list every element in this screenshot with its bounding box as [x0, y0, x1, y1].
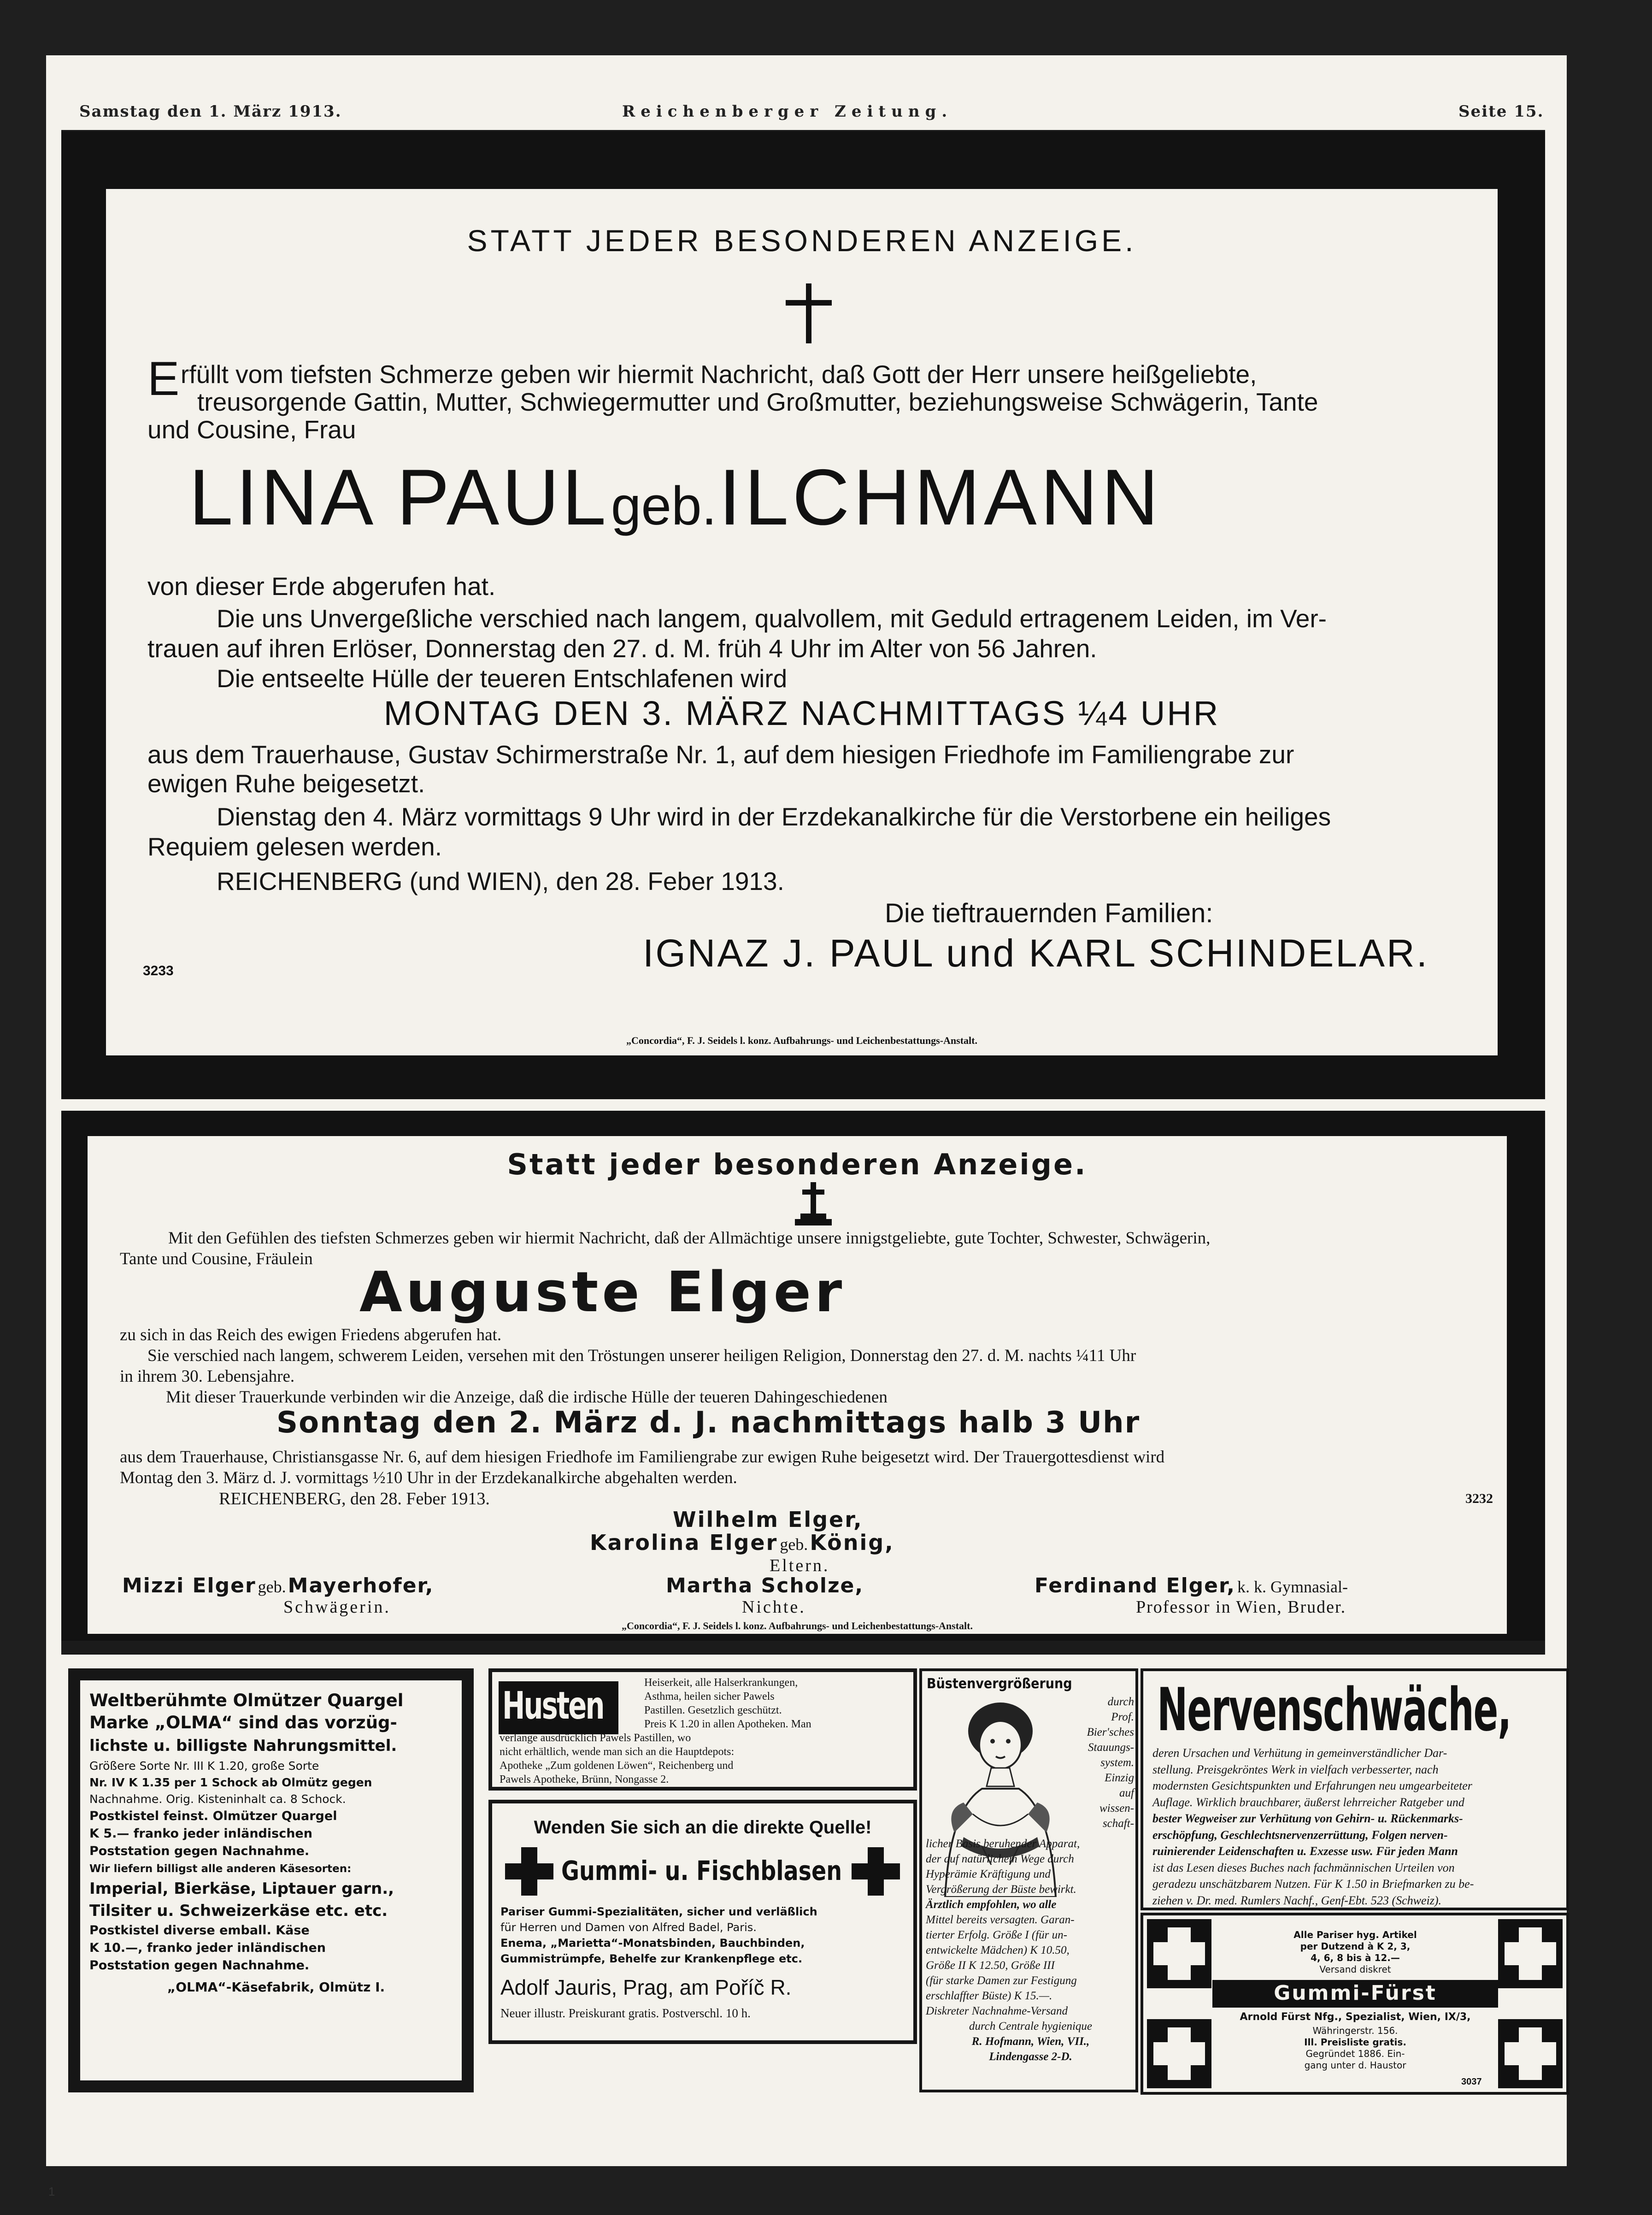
cross-box-bottom-right	[1498, 2019, 1563, 2088]
name-first: LINA PAUL	[189, 453, 609, 542]
name-maiden: ILCHMANN	[718, 453, 1163, 542]
ad-olma-line-3: lichste u. billigste Nahrungsmittel.	[89, 1737, 397, 1755]
cross-box-bottom-left	[1147, 2019, 1211, 2088]
ad-olma-line-15: Poststation gegen Nachnahme.	[89, 1958, 310, 1973]
notice-1-paragraph-1: von dieser Erde abgerufen hat.	[147, 572, 496, 601]
ad-olma-line-7: Postkistel feinst. Olmützer Quargel	[89, 1809, 337, 1823]
ad-nervenschwaeche	[1141, 1668, 1569, 1910]
ad-gummi-fischblasen	[488, 1800, 917, 2044]
notice-1-heading: STATT JEDER BESONDEREN ANZEIGE.	[467, 224, 1137, 258]
ad-fuerst-l9: gang unter d. Haustor	[1304, 2060, 1406, 2071]
ads-top-rule	[61, 1641, 1545, 1654]
ad-gummi-line-1: Wenden Sie sich an die direkte Quelle!	[534, 1817, 872, 1838]
ad-buste-b6: Mittel bereits versagten. Garan-	[926, 1914, 1075, 1926]
ad-buste-b8: entwickelte Mädchen) K 10.50,	[926, 1944, 1070, 1956]
medical-cross-icon-right	[852, 1847, 900, 1896]
ad-gummi-line-4: Enema, „Marietta“-Monatsbinden, Bauchbinden,	[500, 1937, 805, 1950]
ad-nerven-l4: Auflage. Wirklich brauchbarer, äußerst lehrreicher Ratgeber und	[1152, 1795, 1464, 1809]
ad-olma-line-14: K 10.—, franko jeder inländischen	[89, 1941, 326, 1955]
notice-1-code: 3233	[143, 963, 174, 978]
ad-olma-line-13: Postkistel diverse emball. Käse	[89, 1923, 310, 1938]
ad-gummi-line-5: Gummistrümpfe, Behelfe zur Krankenpflege etc.	[500, 1952, 803, 1965]
ad-husten-title: Husten	[502, 1684, 604, 1728]
ad-husten-body-2	[500, 1731, 914, 1786]
notice-1-deceased-name	[189, 452, 1162, 543]
sibling-3-name: Ferdinand Elger,	[1035, 1574, 1235, 1597]
parent-2-geb: geb.	[780, 1535, 808, 1554]
header-date: Samstag den 1. März 1913.	[79, 102, 342, 121]
notice-2-code: 3232	[1465, 1491, 1493, 1506]
cross-box-top-left	[1147, 1919, 1211, 1988]
ad-gummi-line-6: Adolf Jauris, Prag, am Poříč R.	[500, 1975, 792, 1999]
ad-nerven-title: Nervenschwäche,	[1157, 1676, 1511, 1744]
notice-2-sibling-3-label: Professor in Wien, Bruder.	[1136, 1597, 1346, 1617]
ad-buste-r7: auf	[1119, 1787, 1134, 1799]
parent-2-name: Karolina Elger	[590, 1530, 778, 1555]
ad-buste-r5: system.	[1100, 1756, 1134, 1769]
notice-2-funeral-date: Sonntag den 2. März d. J. nachmittags halb 3 Uhr	[276, 1406, 1141, 1440]
ad-olma-line-9: Poststation gegen Nachnahme.	[89, 1844, 310, 1858]
notice-1-paragraph-5a: Dienstag den 4. März vormittags 9 Uhr wird in der Erzdekanalkirche für die Verstorbene ein heiliges	[217, 802, 1331, 831]
ad-nerven-l9: geradezu unschätzbarem Nutzen. Für K 1.50 in Briefmarken zu be-	[1152, 1877, 1474, 1891]
notice-1-families: IGNAZ J. PAUL und KARL SCHINDELAR.	[643, 931, 1429, 975]
notice-2-sibling-1	[122, 1574, 434, 1597]
ad-buste-b2: der auf natürlichem Wege durch	[926, 1853, 1074, 1865]
ad-gummi-line-7: Neuer illustr. Preiskurant gratis. Postverschl. 10 h.	[500, 2006, 751, 2020]
ad-nerven-body	[1152, 1745, 1563, 1909]
notice-2-sibling-2-label: Nichte.	[742, 1597, 806, 1617]
ad-fuerst-l2: per Dutzend à K 2, 3,	[1300, 1941, 1411, 1952]
ad-buste-r9: schaft-	[1102, 1817, 1134, 1830]
notice-1-place-date: REICHENBERG (und WIEN), den 28. Feber 1913.	[217, 867, 784, 895]
ad-fuerst-code: 3037	[1461, 2077, 1482, 2087]
ad-husten	[488, 1668, 917, 1791]
ad-buste-right-column	[1074, 1694, 1134, 1831]
ad-nerven-l2: stellung. Preisgekröntes Werk in vielfach verbesserter, nach	[1152, 1762, 1439, 1776]
ad-nerven-l6: erschöpfung, Geschlechtsnervenzerrüttung, Folgen nerven-	[1152, 1828, 1448, 1842]
ad-buste-b1: licher Basis beruhender Apparat,	[926, 1838, 1080, 1850]
ad-husten-text-8: Pawels Apotheke, Brünn, Nongasse 2.	[500, 1773, 669, 1785]
notice-2-line-5: in ihrem 30. Lebensjahre.	[120, 1367, 295, 1386]
ad-buste-b7: tierter Erfolg. Größe I (für un-	[926, 1929, 1067, 1941]
notice-1-intro-line-3: und Cousine, Frau	[147, 415, 356, 444]
ad-buestenvergroesserung	[919, 1668, 1138, 2092]
ad-olma-line-10: Wir liefern billigst alle anderen Käsesorten:	[89, 1863, 352, 1875]
ad-buste-b15: Lindengasse 2-D.	[989, 2050, 1072, 2063]
notice-2-line-2: Tante und Cousine, Fräulein	[120, 1249, 313, 1268]
ad-olma-content	[89, 1690, 463, 2000]
notice-1-footer: „Concordia“, F. J. Seidels l. konz. Aufbahrungs- und Leichenbestattungs-Anstalt.	[626, 1035, 977, 1046]
ad-buste-r8: wissen-	[1099, 1802, 1134, 1814]
ad-nerven-l3: modernsten Gesichtspunkten und Erfahrungen neu umgearbeiteter	[1152, 1779, 1472, 1792]
notice-1-paragraph-2b: trauen auf ihren Erlöser, Donnerstag den 27. d. M. früh 4 Uhr im Alter von 56 Jahren.	[147, 634, 1097, 663]
ad-husten-text-6: nicht erhältlich, wende man sich an die Hauptdepots:	[500, 1746, 735, 1758]
grave-cross-icon	[795, 1182, 832, 1226]
notice-2-line-8: Montag den 3. März d. J. vormittags ½10 Uhr in der Erzdekanalkirche abgehalten werden.	[120, 1468, 737, 1487]
ad-buste-b9: Größe II K 12.50, Größe III	[926, 1959, 1055, 1972]
notice-2-line-3: zu sich in das Reich des ewigen Friedens abgerufen hat.	[120, 1325, 502, 1344]
header-page-number: Seite 15.	[1458, 102, 1544, 121]
ad-fuerst-l3: 4, 6, 8 bis à 12.—	[1311, 1952, 1400, 1963]
notice-2-line-7: aus dem Trauerhause, Christiansgasse Nr. 6, auf dem hiesigen Friedhofe im Familiengrabe zur ewigen Ruhe beigesetzt wird. Der Trauergottesdienst wird	[120, 1448, 1165, 1467]
notice-2-place-date: REICHENBERG, den 28. Feber 1913.	[219, 1489, 490, 1508]
ad-husten-text-1: Heiserkeit, alle Halserkrankungen,	[644, 1677, 798, 1689]
ad-buste-b10: (für starke Damen zur Festigung	[926, 1974, 1077, 1987]
ad-olma-line-2: Marke „OLMA“ sind das vorzüg-	[89, 1713, 397, 1732]
ad-olma-line-1: Weltberühmte Olmützer Quargel	[89, 1691, 404, 1710]
cross-box-top-right	[1498, 1919, 1563, 1988]
notice-2-sibling-3	[1035, 1574, 1348, 1597]
ad-olma-line-11: Imperial, Bierkäse, Liptauer garn.,	[89, 1879, 394, 1898]
parent-2-maiden: König,	[810, 1530, 894, 1555]
sibling-1-maiden: Mayerhofer,	[288, 1574, 434, 1597]
ad-husten-text-7: Apotheke „Zum goldenen Löwen“, Reichenberg und	[500, 1760, 734, 1772]
ad-buste-b4: Vergrößerung der Büste bewirkt.	[926, 1883, 1076, 1896]
ad-fuerst-title: Gummi-Fürst	[1274, 1981, 1437, 2005]
notice-2-parent-1: Wilhelm Elger,	[673, 1507, 863, 1532]
ad-fuerst-l1: Alle Pariser hyg. Artikel	[1293, 1929, 1417, 1940]
cross-icon	[786, 283, 832, 343]
notice-1-intro-line-2: treusorgende Gattin, Mutter, Schwiegermutter und Großmutter, beziehungsweise Schwägerin, Tante	[197, 388, 1318, 416]
ad-gummi-line-3: für Herren und Damen von Alfred Badel, Paris.	[500, 1921, 757, 1934]
ad-buste-r6: Einzig	[1105, 1772, 1134, 1784]
notice-2-line-1: Mit den Gefühlen des tiefsten Schmerzes geben wir hiermit Nachricht, daß der Allmächtige unsere innigstgeliebte, gute Tochter, Schwester, Schwägerin,	[168, 1229, 1211, 1248]
notice-1	[106, 189, 1498, 1055]
ad-gummi-fuerst	[1141, 1913, 1569, 2095]
notice-2-heading: Statt jeder besonderen Anzeige.	[507, 1148, 1088, 1181]
ad-gummi-body	[500, 1904, 911, 1967]
name-geb: geb.	[611, 476, 717, 536]
ad-buste-b12: Diskreter Nachnahme-Versand	[926, 2005, 1068, 2017]
ad-fuerst-l5: Arnold Fürst Nfg., Spezialist, Wien, IX/3,	[1240, 2011, 1471, 2023]
ad-fuerst-l7: Ill. Preisliste gratis.	[1304, 2037, 1406, 2048]
medical-cross-icon-left	[505, 1847, 553, 1896]
notice-1-paragraph-2a: Die uns Unvergeßliche verschied nach langem, qualvollem, mit Geduld ertragenem Leiden, im Ver-	[217, 604, 1327, 633]
ad-olma-line-16: „OLMA“-Käsefabrik, Olmütz I.	[167, 1979, 385, 1995]
ad-husten-text-3: Pastillen. Gesetzlich geschützt.	[644, 1704, 782, 1716]
ad-olma-line-12: Tilsiter u. Schweizerkäse etc. etc.	[89, 1902, 388, 1920]
notice-2-parents-label: Eltern.	[770, 1556, 830, 1575]
ad-buste-r3: Bier'sches	[1087, 1726, 1134, 1738]
ad-fuerst-l6: Währingerstr. 156.	[1312, 2025, 1398, 2036]
ad-nerven-l7: ruinierender Leidenschaften u. Exzesse usw. Für jeden Mann	[1152, 1844, 1458, 1858]
ad-olma-line-4: Größere Sorte Nr. III K 1.20, große Sorte	[89, 1759, 319, 1773]
notice-1-paragraph-4a: aus dem Trauerhause, Gustav Schirmerstraße Nr. 1, auf dem hiesigen Friedhofe im Familiengrabe zur	[147, 740, 1294, 769]
notice-1-intro-line-1: rfüllt vom tiefsten Schmerze geben wir hiermit Nachricht, daß Gott der Herr unsere heißgeliebte,	[181, 360, 1257, 389]
notice-1-funeral-date: MONTAG DEN 3. MÄRZ NACHMITTAGS ¼4 UHR	[383, 694, 1220, 732]
notice-1-dropcap: E	[147, 352, 180, 406]
ad-buste-r1: durch	[1107, 1696, 1134, 1708]
ad-gummi-line-2: Pariser Gummi-Spezialitäten, sicher und verläßlich	[500, 1905, 817, 1918]
notice-2-line-4: Sie verschied nach langem, schwerem Leiden, versehen mit den Tröstungen unserer heiligen Religion, Donnerstag den 27. d. M. nachts ¼11 Uhr	[147, 1346, 1136, 1365]
notice-2-deceased-name: Auguste Elger	[359, 1261, 846, 1325]
ad-fuerst-l4: Versand diskret	[1319, 1964, 1391, 1975]
ad-buste-b13: durch Centrale hygienique	[969, 2020, 1093, 2032]
ad-fuerst-l8: Gegründet 1886. Ein-	[1305, 2048, 1405, 2059]
ad-nerven-l1: deren Ursachen und Verhütung in gemeinverständlicher Dar-	[1152, 1746, 1447, 1760]
ad-olma-line-8: K 5.— franko jeder inländischen	[89, 1826, 312, 1841]
ad-fuerst-bottom-text	[1272, 2025, 1438, 2071]
notice-2-parent-2	[590, 1530, 894, 1555]
ad-husten-body	[644, 1676, 916, 1731]
ad-nerven-l5: bester Wegweiser zur Verhütung von Gehirn- u. Rückenmarks-	[1152, 1812, 1463, 1825]
sibling-1-name: Mizzi Elger	[122, 1574, 256, 1597]
notice-2-sibling-1-label: Schwägerin.	[283, 1597, 391, 1617]
ad-buste-b11: erschlaffter Büste) K 15.—.	[926, 1990, 1052, 2002]
ad-gummi-title: Gummi- u. Fischblasen	[561, 1855, 842, 1886]
ad-buste-b5: Ärztlich empfohlen, wo alle	[926, 1898, 1057, 1911]
sibling-3-title: k. k. Gymnasial-	[1237, 1578, 1348, 1596]
header-paper-title: Reichenberger Zeitung.	[622, 102, 953, 121]
ad-fuerst-top-text	[1272, 1929, 1438, 1975]
sibling-1-geb: geb.	[258, 1578, 286, 1596]
ad-buste-b14: R. Hofmann, Wien, VII.,	[971, 2035, 1090, 2048]
ad-buste-r2: Prof.	[1111, 1711, 1134, 1723]
ad-olma	[68, 1668, 474, 2092]
ad-nerven-l8: ist das Lesen dieses Buches nach fachmännischen Urteilen von	[1152, 1861, 1455, 1874]
notice-1-paragraph-4b: ewigen Ruhe beigesetzt.	[147, 769, 425, 798]
notice-2	[88, 1136, 1507, 1634]
notice-1-families-label: Die tieftrauernden Familien:	[885, 898, 1213, 928]
ad-buste-title: Büstenvergrößerung	[927, 1676, 1072, 1692]
ad-husten-text-2: Asthma, heilen sicher Pawels	[644, 1691, 775, 1702]
margin-mark: 1	[48, 2185, 55, 2198]
ad-husten-text-5: verlange ausdrücklich Pawels Pastillen, wo	[500, 1732, 691, 1744]
notice-2-footer: „Concordia“, F. J. Seidels l. konz. Aufbahrungs- und Leichenbestattungs-Anstalt.	[622, 1620, 973, 1632]
ad-nerven-l10: ziehen v. Dr. med. Rumlers Nachf., Genf-Ebt. 523 (Schweiz).	[1152, 1893, 1442, 1907]
ad-olma-line-6: Nachnahme. Orig. Kisteninhalt ca. 8 Schock.	[89, 1792, 346, 1806]
ad-husten-text-4: Preis K 1.20 in allen Apotheken. Man	[644, 1718, 811, 1730]
ad-buste-body	[926, 1836, 1135, 2064]
notice-1-paragraph-3: Die entseelte Hülle der teueren Entschlafenen wird	[217, 664, 788, 693]
ad-buste-b3: Hyperämie Kräftigung und	[926, 1868, 1051, 1880]
notice-2-line-6: Mit dieser Trauerkunde verbinden wir die Anzeige, daß die irdische Hülle der teueren Dahingeschiedenen	[166, 1388, 888, 1407]
ad-olma-line-5: Nr. IV K 1.35 per 1 Schock ab Olmütz gegen	[89, 1776, 372, 1789]
notice-2-sibling-2: Martha Scholze,	[666, 1574, 864, 1597]
ad-buste-r4: Stauungs-	[1088, 1741, 1134, 1754]
notice-1-paragraph-5b: Requiem gelesen werden.	[147, 832, 442, 861]
